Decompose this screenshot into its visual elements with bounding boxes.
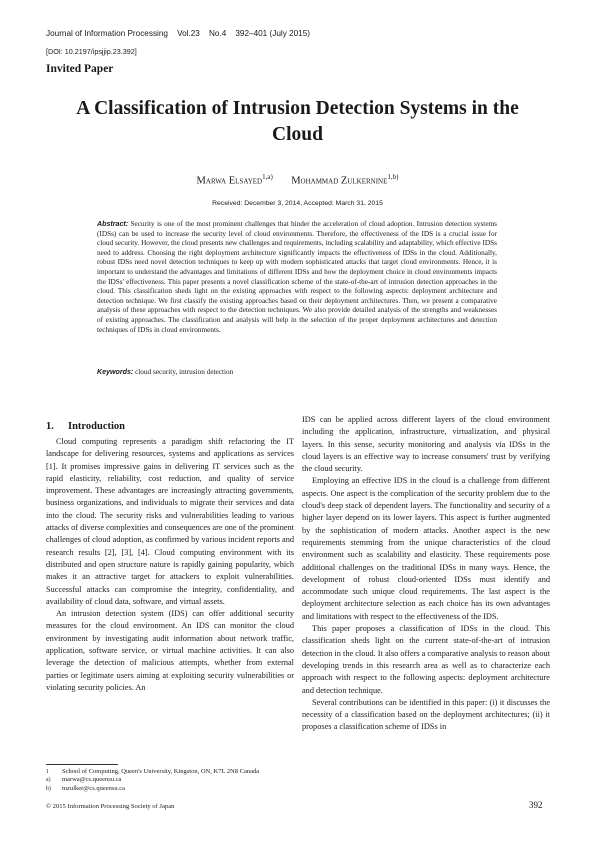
received-dates: Received: December 3, 2014, Accepted: March 31, 2015 bbox=[212, 200, 383, 207]
left-column bbox=[46, 436, 294, 694]
section-heading bbox=[46, 421, 125, 432]
abstract-text: Security is one of the most prominent challenges that hinder the acceleration of cloud adoption. Intrusion detection systems (IDSs) can be used to increase the security level of cloud environments. Therefore, the effectiveness of the IDS is a crucial issue for cloud security. However, the cloud presents new challenges and requirements, including scalability and adaptability, which effective IDSs need to address. Choosing the right deployment architecture significantly impacts the effectiveness of IDSs in the cloud. Additionally, robust IDSs need novel detection techniques to keep up with modern sophisticated attacks that target cloud environments. Hence, it is important to understand the advantages and limitations of different IDSs and how the deployment choice in cloud environments impacts the IDSs' effectiveness. This paper presents a novel classification scheme of the state-of-the-art of intrusion detection approaches in the cloud. This classification sheds light on the existing approaches with respect to the following aspects: deployment architecture and detection technique. We first classify the existing approaches based on their deployment architectures. Then, we present a comparative analysis of these approaches with respect to the detection techniques. We also provide detailed analysis of the strengths and weaknesses of existing approaches. The classification and analysis will help in the selection of the proper deployment architectures and detection techniques of IDSs in cloud environments. bbox=[97, 220, 498, 334]
section-title: Introduction bbox=[68, 421, 125, 432]
author-affiliation-mark: 1,b) bbox=[387, 173, 399, 181]
journal-pages: 392–401 (July 2015) bbox=[235, 29, 311, 38]
footnote-mark: b) bbox=[46, 785, 51, 792]
paragraph: This paper proposes a classification of IDSs in the cloud. This classification sheds light on the current state-of-the-art of intrusion detection in the cloud. It also offers a comparative analysis to reason about developing trends in this research area as well as to characterize each approach with respect to the following aspects: deployment architecture and detection technique. bbox=[302, 624, 550, 695]
paragraph: Several contributions can be identified in this paper: (i) it discusses the necessity of a classification based on the deployment architectures; (ii) it proposes a classification scheme of IDSs in bbox=[302, 697, 550, 732]
section-number: 1. bbox=[46, 421, 54, 432]
footnote-email[interactable]: mzulker@cs.queensu.ca bbox=[62, 784, 126, 792]
footnote bbox=[46, 768, 296, 776]
paragraph: IDS can be applied across different layers of the cloud environment including the application, infrastructure, virtualization, and physical layers. In this sense, security monitoring and analysis via IDSs in the cloud layers is an effective way to increase consumers' trust by verifying the cloud security. bbox=[302, 415, 550, 474]
journal-volume: Vol.23 bbox=[177, 29, 200, 38]
page-number: 392 bbox=[529, 800, 543, 810]
keywords bbox=[97, 368, 233, 376]
author-affiliation-mark: 1,a) bbox=[262, 173, 273, 181]
paper-title: A Classification of Intrusion Detection Systems in the Cloud bbox=[76, 98, 519, 145]
footnote bbox=[46, 776, 296, 784]
footnote-text: School of Computing, Queen's University, Kingston, ON, K7L 2N8 Canada bbox=[62, 768, 260, 775]
footnote bbox=[46, 785, 296, 793]
author-name: Mohammad Zulkernine bbox=[291, 175, 388, 187]
footnote-mark: 1 bbox=[46, 769, 49, 775]
paragraph: An intrusion detection system (IDS) can offer additional security measures for the cloud environment. An IDS can monitor the cloud environment by investigating audit information about network traffic, application, software service, or virtual machine activities. It can also leverage the detection of malicious attempts, whether from external parties or legitimate users aiming at exploiting security vulnerabilities or violating security policies. An bbox=[46, 609, 294, 692]
abstract bbox=[97, 220, 497, 335]
footnote-rule bbox=[46, 764, 118, 765]
footnote-mark: a) bbox=[46, 777, 51, 784]
copyright-notice: © 2015 Information Processing Society of Japan bbox=[46, 803, 175, 810]
keywords-text: cloud security, intrusion detection bbox=[135, 368, 234, 376]
doi[interactable]: [DOI: 10.2197/ipsjjip.23.392] bbox=[46, 47, 137, 56]
footnotes bbox=[46, 768, 296, 793]
journal-name: Journal of Information Processing bbox=[46, 29, 168, 38]
article-type: Invited Paper bbox=[46, 63, 114, 75]
paragraph: Employing an effective IDS in the cloud is a challenge from different aspects. One aspect is the complication of the security problem due to the cloud's deep stack of dependent layers. The functionality and security of a higher layer depend on its lower layers. This aspect is further augmented by the sophistication of modern attacks. Another aspect is the new requirements stemming from the unique characteristics of the cloud environment such as scalability and elasticity. These requirements pose additional challenges on the traditional IDSs in many ways. Hence, the development of robust cloud-oriented IDSs must identify and accommodate such unique cloud requirements. The last aspect is the deployment architecture selection as each choice has its own advantages and limitations with respect to the effectiveness of the IDS. bbox=[302, 476, 550, 621]
right-column bbox=[302, 414, 550, 734]
author-list bbox=[60, 173, 535, 187]
keywords-label: Keywords: bbox=[97, 368, 134, 376]
journal-number: No.4 bbox=[208, 29, 227, 38]
author-name: Marwa Elsayed bbox=[196, 175, 263, 187]
journal-header bbox=[46, 29, 310, 38]
paragraph: Cloud computing represents a paradigm shift refactoring the IT landscape for delivering resources, systems and applications as services [1]. It promises impressive gains in delivering IT services such as the rapid elasticity, reliability, cost reduction, and quality of service improvement. These advantages are increasingly attracting governments, business organizations, and individuals to migrate their services and data into the cloud. The security risks and vulnerabilities leading to various attacks of diverse complexities and consequences are one of the prominent challenges of cloud adoption, as confirmed by various incident reports and research results [2], [3], [4]. Cloud computing environment with its distributed and open structure nature is rapidly gaining popularity, which makes it an attractive target for attackers to exploit vulnerabilities. Successful attacks can compromise the integrity, confidentiality, and availability of cloud data, software, and virtual assets. bbox=[46, 437, 294, 606]
abstract-label: Abstract: bbox=[97, 220, 129, 228]
footnote-email[interactable]: marwa@cs.queensu.ca bbox=[62, 776, 122, 784]
